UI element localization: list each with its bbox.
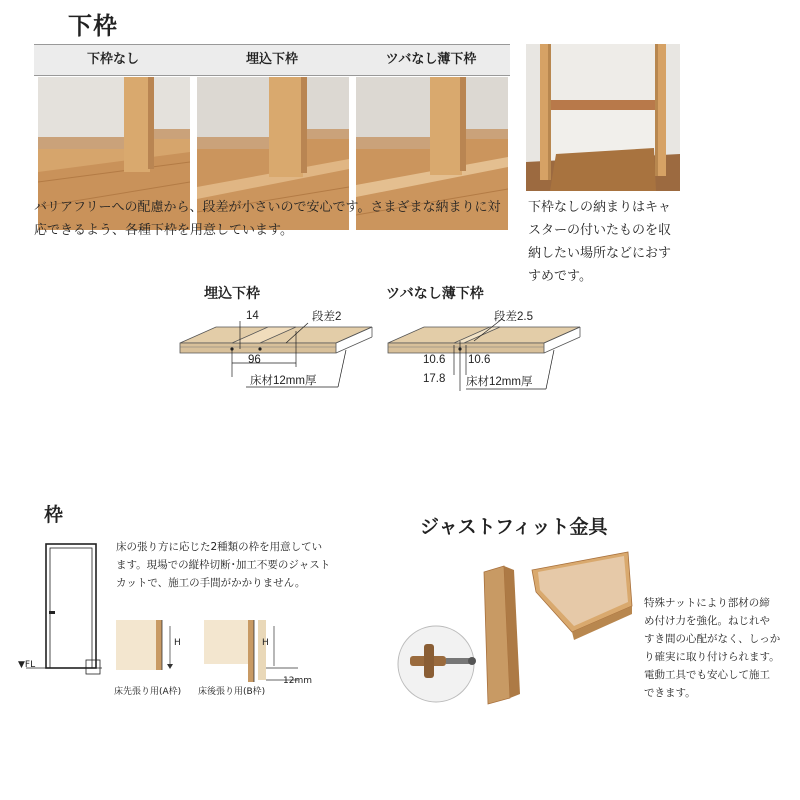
diagram-title-embedded: 埋込下枠: [204, 286, 260, 302]
thin-floor-label: 床材12mm厚: [466, 376, 533, 388]
caption-frame-a: 床先張り用(A枠): [114, 687, 182, 697]
side-note-line-2: スターの付いたものを収: [528, 223, 672, 238]
justfit-line-1: 特殊ナットにより部材の締: [644, 597, 770, 609]
justfit-description: [644, 594, 794, 702]
shimowaku-description: [34, 196, 524, 242]
diagram-title-thin: ツバなし薄下枠: [386, 286, 484, 302]
side-note-line-4: すめです。: [528, 269, 592, 284]
embedded-step-label: 段差2: [312, 311, 342, 323]
embedded-floor-label: 床材12mm厚: [250, 375, 317, 387]
frame-a-h-label: H: [174, 638, 181, 648]
section-title-waku: 枠: [44, 504, 64, 526]
waku-description-line-3: カットで、施工の手間がかかりません。: [116, 577, 306, 589]
thin-step-label: 段差2.5: [494, 311, 533, 323]
section-title-justfit: ジャストフィット金具: [420, 516, 608, 538]
shimowaku-side-note: [528, 196, 708, 288]
door-elevation-drawing: [16, 538, 106, 678]
thin-dim-bottom: 17.8: [423, 373, 446, 385]
thin-dim-left: 10.6: [423, 354, 446, 366]
justfit-line-4: り確実に取り付けられます。: [644, 651, 780, 663]
justfit-line-3: すき間の心配がなく、しっか: [644, 633, 781, 645]
photo-door-frame-no-sill: [526, 44, 680, 191]
waku-description: [116, 538, 366, 592]
column-header-thin: ツバなし薄下枠: [385, 52, 477, 67]
fitting-product-illustration: [392, 548, 640, 708]
justfit-line-5: 電動工具でも安心して施工: [644, 669, 770, 681]
side-note-line-1: 下枠なしの納まりはキャ: [528, 200, 672, 215]
caption-frame-b: 床後張り用(B枠): [198, 687, 266, 697]
column-header-embedded: 埋込下枠: [245, 52, 298, 67]
table-header: [34, 44, 510, 76]
section-title-shimowaku: 下枠: [68, 12, 118, 40]
justfit-line-6: できます。: [644, 687, 696, 699]
side-note-line-3: 納したい場所などにおす: [528, 246, 672, 261]
embedded-dim-14: 14: [246, 310, 259, 322]
waku-description-line-2: ます。現場での縦枠切断･加工不要のジャスト: [116, 559, 331, 571]
justfit-line-2: め付け力を強化。ねじれや: [644, 615, 770, 627]
embedded-dim-96: 96: [248, 354, 261, 366]
shimowaku-description-line-2: 応できるよう、各種下枠を用意しています。: [34, 223, 293, 238]
frame-b-12mm-label: 12mm: [283, 676, 312, 686]
floor-level-label: ▼FL: [18, 660, 36, 670]
waku-description-line-1: 床の張り方に応じた2種類の枠を用意してい: [116, 541, 323, 553]
thin-dim-right: 10.6: [468, 354, 491, 366]
bottom-frame-comparison-table: [34, 44, 510, 192]
column-header-none: 下枠なし: [86, 52, 139, 67]
frame-b-h-label: H: [262, 638, 269, 648]
shimowaku-description-line-1: バリアフリーへの配慮から、段差が小さいので安心です。さまざまな納まりに対: [34, 200, 501, 215]
